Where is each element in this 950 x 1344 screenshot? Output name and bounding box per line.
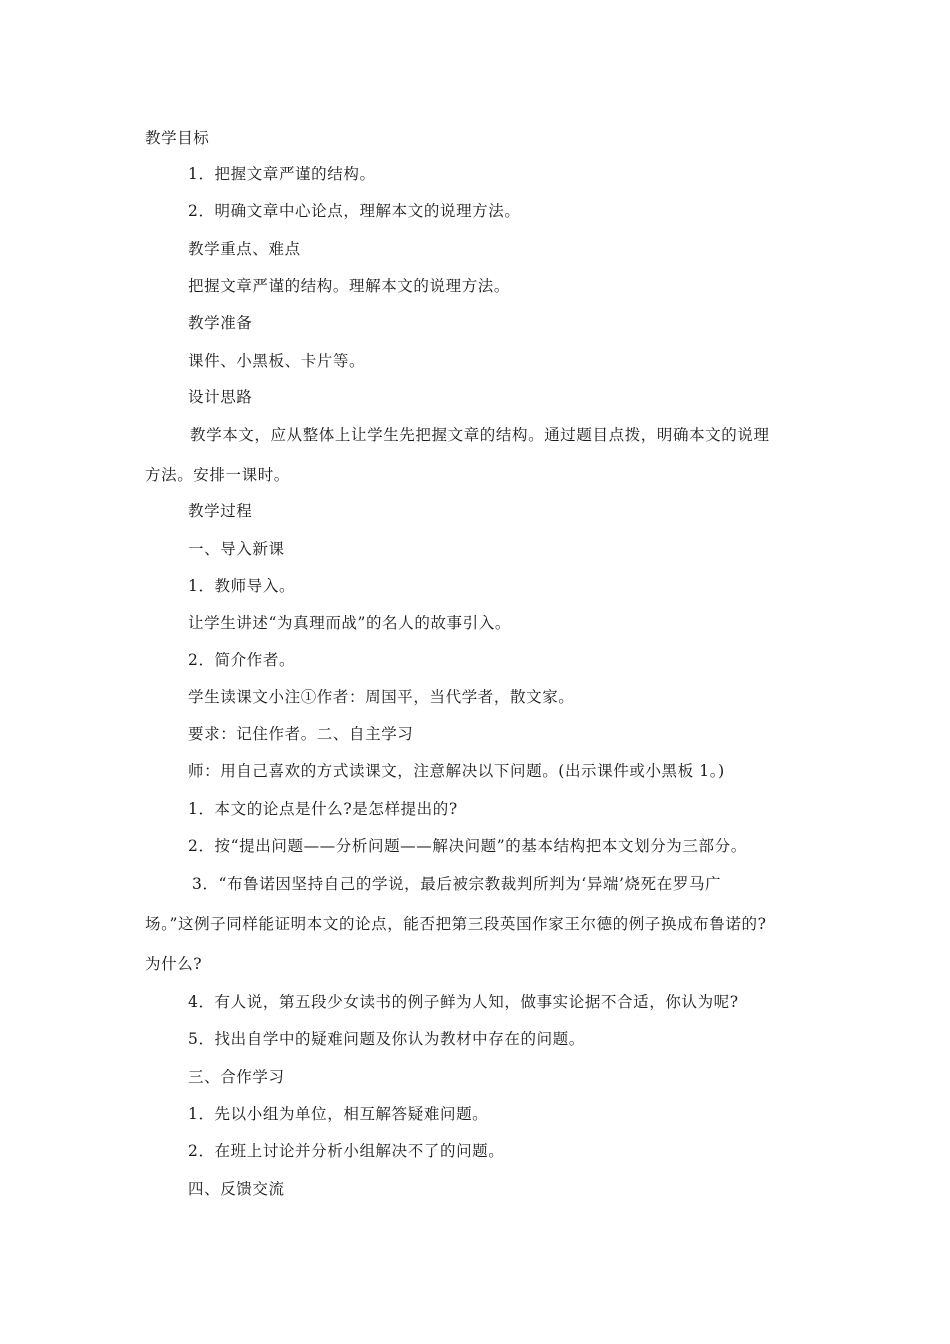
heading-preparation: 教学准备 [188,314,253,332]
section-1-heading: 一、导入新课 [188,540,285,558]
requirement-and-section-2-heading: 要求：记住作者。二、自主学习 [188,725,414,743]
question-1: 1．本文的论点是什么?是怎样提出的? [188,800,458,818]
heading-design-idea: 设计思路 [188,388,253,406]
section-3-item-1: 1．先以小组为单位，相互解答疑难问题。 [188,1105,489,1123]
section-1-item-1-detail: 让学生讲述“为真理而战”的名人的故事引入。 [188,614,511,632]
question-3-line-3: 为什么? [145,955,203,973]
question-3-line-2: 场。”这例子同样能证明本文的论点，能否把第三段英国作家王尔德的例子换成布鲁诺的? [145,915,767,933]
goal-item-1: 1．把握文章严谨的结构。 [188,165,376,183]
preparation-text: 课件、小黑板、卡片等。 [188,352,366,370]
question-5: 5．找出自学中的疑难问题及你认为教材中存在的问题。 [188,1030,585,1048]
section-1-item-1: 1．教师导入。 [188,577,296,595]
section-3-heading: 三、合作学习 [188,1068,285,1086]
heading-teaching-process: 教学过程 [188,502,253,520]
section-4-heading: 四、反馈交流 [188,1180,285,1198]
question-3-line-1: 3．“布鲁诺因坚持自己的学说，最后被宗教裁判所判为‘异端’烧死在罗马广 [192,875,722,893]
question-4: 4．有人说，第五段少女读书的例子鲜为人知，做事实论据不合适，你认为呢? [188,993,739,1011]
design-idea-text-line-2: 方法。安排一课时。 [145,466,290,484]
heading-key-points: 教学重点、难点 [188,240,301,258]
design-idea-text-line-1: 教学本文，应从整体上让学生先把握文章的结构。通过题目点拨，明确本文的说理 [190,426,770,444]
heading-teaching-goals: 教学目标 [145,129,210,147]
section-1-item-2-detail: 学生读课文小注①作者：周国平，当代学者，散文家。 [188,688,575,706]
section-3-item-2: 2．在班上讨论并分析小组解决不了的问题。 [188,1142,505,1160]
goal-item-2: 2．明确文章中心论点，理解本文的说理方法。 [188,202,521,220]
question-2: 2．按“提出问题——分析问题——解决问题”的基本结构把本文划分为三部分。 [188,837,747,855]
key-points-text: 把握文章严谨的结构。理解本文的说理方法。 [188,277,511,295]
section-1-item-2: 2．简介作者。 [188,651,296,669]
teacher-instruction: 师：用自己喜欢的方式读课文，注意解决以下问题。(出示课件或小黑板 1。) [188,762,725,780]
